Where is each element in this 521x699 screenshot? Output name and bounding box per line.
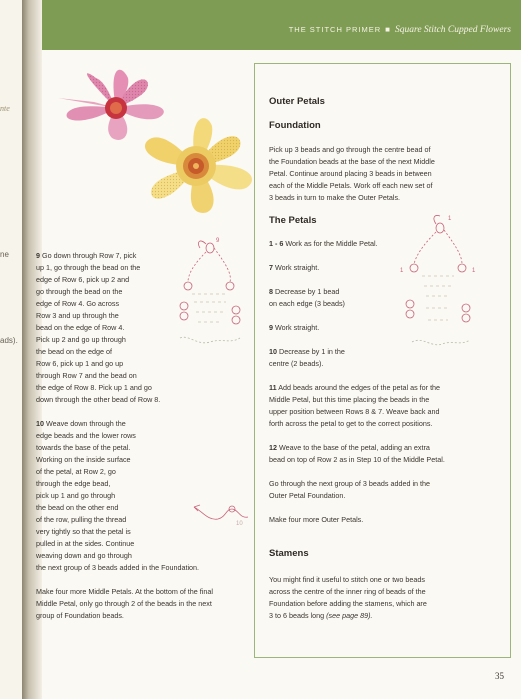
petal-step-10: 10 Decrease by 1 in the centre (2 beads). [269, 347, 345, 368]
petal-step-11: 11 Add beads around the edges of the petal as for the Middle Petal, but this time placing the beads in the upper position between Rows 8 & 7. Weave back and forth across the petal to get to the correct positions. [269, 383, 441, 428]
book-page: THE STITCH PRIMER ■ Square Stitch Cupped Flowers 9 10 1 1 1 9 Go down through Row 7, pick up 1, go through the bead on the edge of Row 6, pick up 2 and go through the bead on the edge of Row 4. Go across Row 3 and up through the bead on the edge of Row 4. Pick up 2 and go up through the bead on the edge of Row 6, pick up 1 and go up through Row 7 and the bead on the edge of Row 8. Pick up 1 and go down through the other bead of Row 8. 10 Weave down through the edge beads and the lower rows towards the base of the petal. Working on the inside surface of the petal, at Row 2, go through the edge bead, pick up 1 and go through the bead on the other end of the row, pulling the thread very tightly so that the petal is pulled in at the sides. Continue weaving down and go through the next group of 3 beads added in the Foundation. Make four more Middle Petals. At the bottom of the final Middle Petal, only go through 2 of the beads in the next group of Foundation beads. Outer Petals Foundation Pick up 3 beads and go through the centre bead of the Foundation beads at the base of the next Middle Petal. Continue around placing 3 beads in between each of the Middle Petals. Work off each new set of 3 beads in turn to make the Outer Petals. The Petals 1 - 6 Work as for the Middle Petal. 7 Work straight. 8 Decrease by 1 bead on each edge (3 beads) 9 Work straight. 10 Decrease by 1 in the centre (2 beads). 11 Add beads around the edges of the petal as for the Middle Petal, but this time placing the beads in the upper position between Rows 8 & 7. Weave back and forth across the petal to get to the correct positions. 12 Weave to the base of the petal, adding an extra bead on top of Row 2 as in Step 10 of the Middle Petal. Go through the next group of 3 beads added in the Outer Petal Foundation. Make four more Outer Petals. Stamens You might find it useful to stitch one or two beads across the centre of the inner ring of beads of the Foundation before adding the stamens, which are 3 to 6 beads long (see page 89). 35 [42, 0, 521, 699]
stamens-text: You might find it useful to stitch one or two beads across the centre of the inner ring of beads of the Foundation before adding the stamens, which are 3 to 6 beads long (see page 89). [269, 575, 427, 620]
petal-step-7: 7 Work straight. [269, 263, 320, 272]
step-number: 1 - 6 [269, 239, 284, 248]
prev-page-fragment: ads). [0, 336, 18, 345]
heading-stamens: Stamens [269, 548, 309, 559]
previous-page-edge [0, 0, 23, 699]
petal-step-9: 9 Work straight. [269, 323, 320, 332]
foundation-text: Pick up 3 beads and go through the centre bead of the Foundation beads at the base of the next Middle Petal. Continue around placing 3 beads in between each of the Middle Petals. Work off each new set of 3 beads in turn to make the Outer Petals. [269, 145, 435, 202]
heading-outer-petals: Outer Petals [269, 96, 325, 107]
petal-step-8: 8 Decrease by 1 bead on each edge (3 beads) [269, 287, 345, 308]
make-four-outer-petals: Make four more Outer Petals. [269, 515, 364, 524]
heading-the-petals: The Petals [269, 215, 317, 226]
diagram-step-label: 1 [448, 216, 452, 222]
prev-page-fragment: nte [0, 104, 10, 113]
step-number: 9 [36, 251, 40, 260]
step-number: 8 [269, 287, 273, 296]
step-10-middle-petal: 10 Weave down through the edge beads and the lower rows towards the base of the petal. Working on the inside surface of the petal, at Row 2, go through the edge bead, pick up 1 and go through the bead on the other end of the row, pulling the thread very tightly so that the petal is pulled in at the sides. Continue weaving down and go through the next group of 3 beads added in the Foundation. [36, 419, 200, 572]
page-number: 35 [495, 671, 504, 681]
yellow-beaded-flower-photo [134, 112, 262, 222]
page-reference: (see page 89). [326, 611, 373, 620]
diagram-step-label: 9 [216, 238, 220, 244]
section-name: THE STITCH PRIMER [288, 25, 382, 34]
heading-foundation: Foundation [269, 120, 321, 131]
outer-petal-diagram [396, 210, 482, 360]
diagram-step-label: 10 [236, 521, 243, 527]
step-number: 12 [269, 443, 277, 452]
make-four-middle-petals: Make four more Middle Petals. At the bottom of the final Middle Petal, only go through 2 of the beads in the next group of Foundation beads. [36, 587, 213, 620]
step-number: 10 [269, 347, 277, 356]
diagram-step-label: 1 [472, 268, 476, 274]
diagram-step-label: 1 [400, 268, 404, 274]
step-number: 11 [269, 383, 277, 392]
running-head [289, 25, 511, 35]
step-9-text: up 1, go through the bead on the edge of Row 6, pick up 2 and go through the bead on the edge of Row 4. Go across Row 3 and up through the bead on the edge of Row 4. Pick up 2 and go up through the bead on the edge of Row 6, pick up 1 and go up through Row 7 and the bead on the edge of Row 8. Pick up 1 and go down through the other bead of Row 8. [36, 263, 161, 404]
prev-page-fragment: ne [0, 250, 9, 259]
petal-step-12: 12 Weave to the base of the petal, adding an extra bead on top of Row 2 as in Step 10 of the Middle Petal. [269, 443, 445, 464]
page-header [42, 0, 521, 50]
step-number: 9 [269, 323, 273, 332]
separator-icon: ■ [385, 25, 391, 34]
step-number: 7 [269, 263, 273, 272]
goto-foundation-text: Go through the next group of 3 beads added in the Outer Petal Foundation. [269, 479, 431, 500]
chapter-title: Square Stitch Cupped Flowers [394, 25, 511, 35]
petal-step-1-6: 1 - 6 Work as for the Middle Petal. [269, 239, 378, 248]
step-number: 10 [36, 419, 44, 428]
